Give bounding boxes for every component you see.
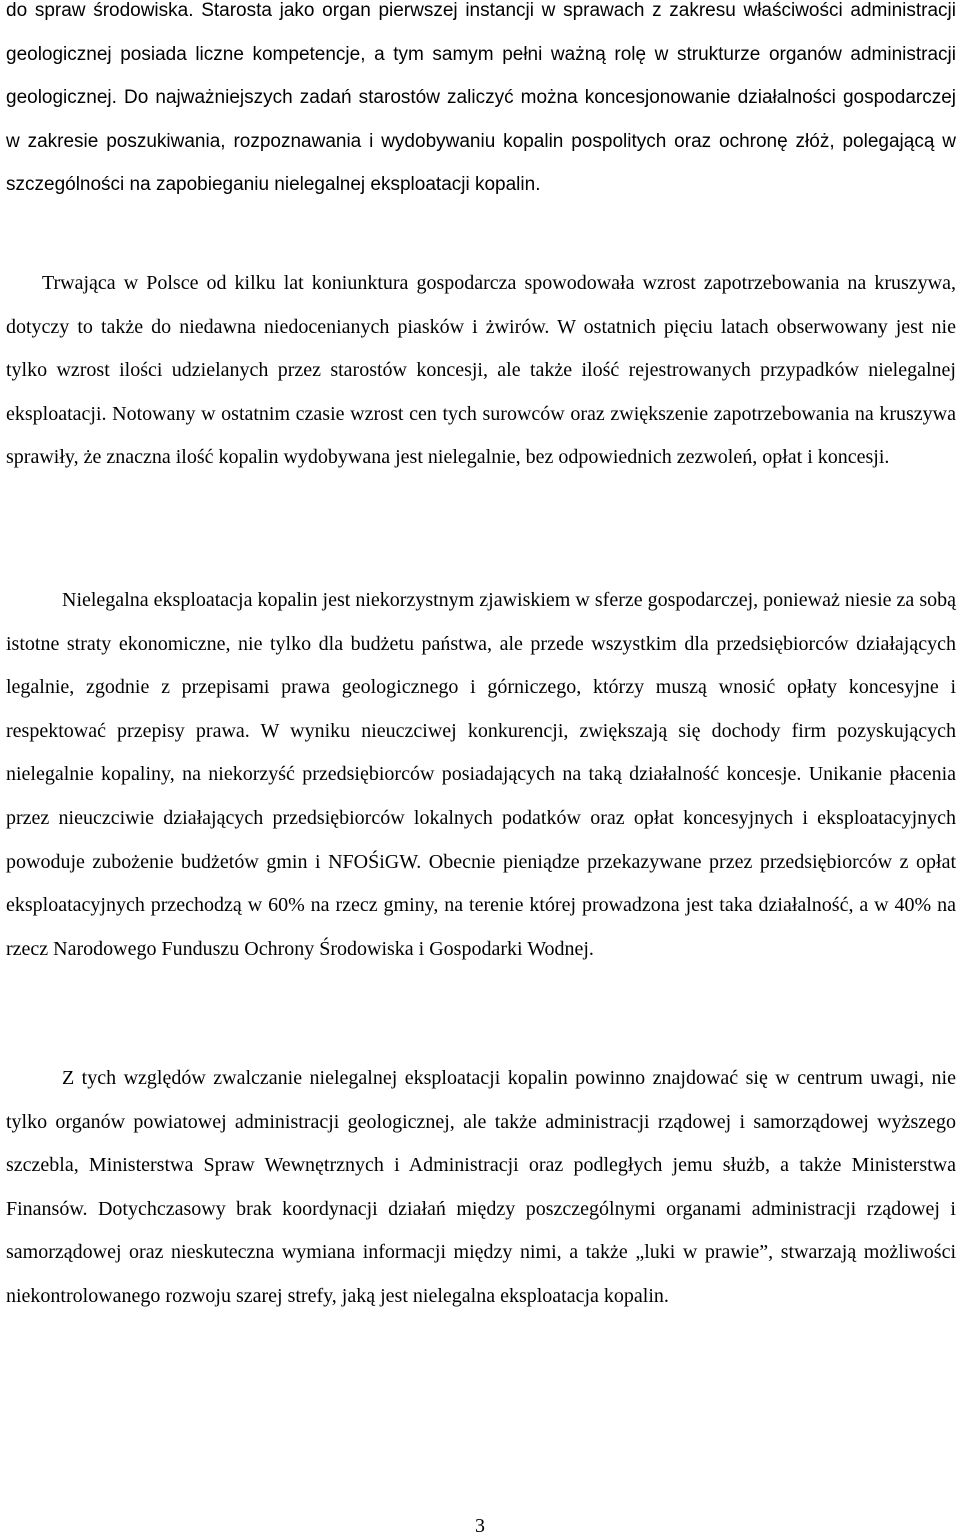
page-number: 3 (475, 1515, 485, 1537)
paragraph-2: Trwająca w Polsce od kilku lat koniunktura gospodarcza spowodowała wzrost zapotrzebowania na kruszywa, dotyczy to także do niedawna niedocenianych piasków i żwirów. W ostatnich pięciu latach obserwowany jest nie tylko wzrost ilości udzielanych przez starostów koncesji, ale także ilość rejestrowanych przypadków nielegalnej eksploatacji. Notowany w ostatnim czasie wzrost cen tych surowców oraz zwiększenie zapotrzebowania na kruszywa sprawiły, że znaczna ilość kopalin wydobywana jest nielegalnie, bez odpowiednich zezwoleń, opłat i koncesji. (6, 272, 956, 469)
paragraph-3: Nielegalna eksploatacja kopalin jest niekorzystnym zjawiskiem w sferze gospodarczej, ponieważ niesie za sobą istotne straty ekonomiczne, nie tylko dla budżetu państwa, ale przede wszystkim dla przedsiębiorców działających legalnie, zgodnie z przepisami prawa geologicznego i górniczego, którzy muszą wnosić opłaty koncesyjne i respektować przepisy prawa. W wyniku nieuczciwej konkurencji, zwiększają się dochody firm pozyskujących nielegalnie kopaliny, na niekorzyść przedsiębiorców posiadających na taką działalność koncesje. Unikanie płacenia przez nieuczciwie działających przedsiębiorców lokalnych podatków oraz opłat koncesyjnych i eksploatacyjnych powoduje zubożenie budżetów gmin i NFOŚiGW. Obecnie pieniądze przekazywane przez przedsiębiorców z opłat eksploatacyjnych przechodzą w 60% na rzecz gminy, na terenie której prowadzona jest taka działalność, a w 40% na rzecz Narodowego Funduszu Ochrony Środowiska i Gospodarki Wodnej. (6, 589, 956, 960)
paragraph-1: do spraw środowiska. Starosta jako organ pierwszej instancji w sprawach z zakresu właściwości administracji geologicznej posiada liczne kompetencje, a tym samym pełni ważną rolę w strukturze organów administracji geologicznej. Do najważniejszych zadań starostów zaliczyć można koncesjonowanie działalności gospodarczej w zakresie poszukiwania, rozpoznawania i wydobywaniu kopalin pospolitych oraz ochronę złóż, polegającą w szczególności na zapobieganiu nielegalnej eksploatacji kopalin. (6, 0, 956, 196)
paragraph-4: Z tych względów zwalczanie nielegalnej eksploatacji kopalin powinno znajdować się w centrum uwagi, nie tylko organów powiatowej administracji geologicznej, ale także administracji rządowej i samorządowej wyższego szczebla, Ministerstwa Spraw Wewnętrznych i Administracji oraz podległych jemu służb, a także Ministerstwa Finansów. Dotychczasowy brak koordynacji działań między poszczególnymi organami administracji rządowej i samorządowej oraz nieskuteczna wymiana informacji między nimi, a także „luki w prawie”, stwarzają możliwości niekontrolowanego rozwoju szarej strefy, jaką jest nielegalna eksploatacja kopalin. (6, 1067, 956, 1307)
